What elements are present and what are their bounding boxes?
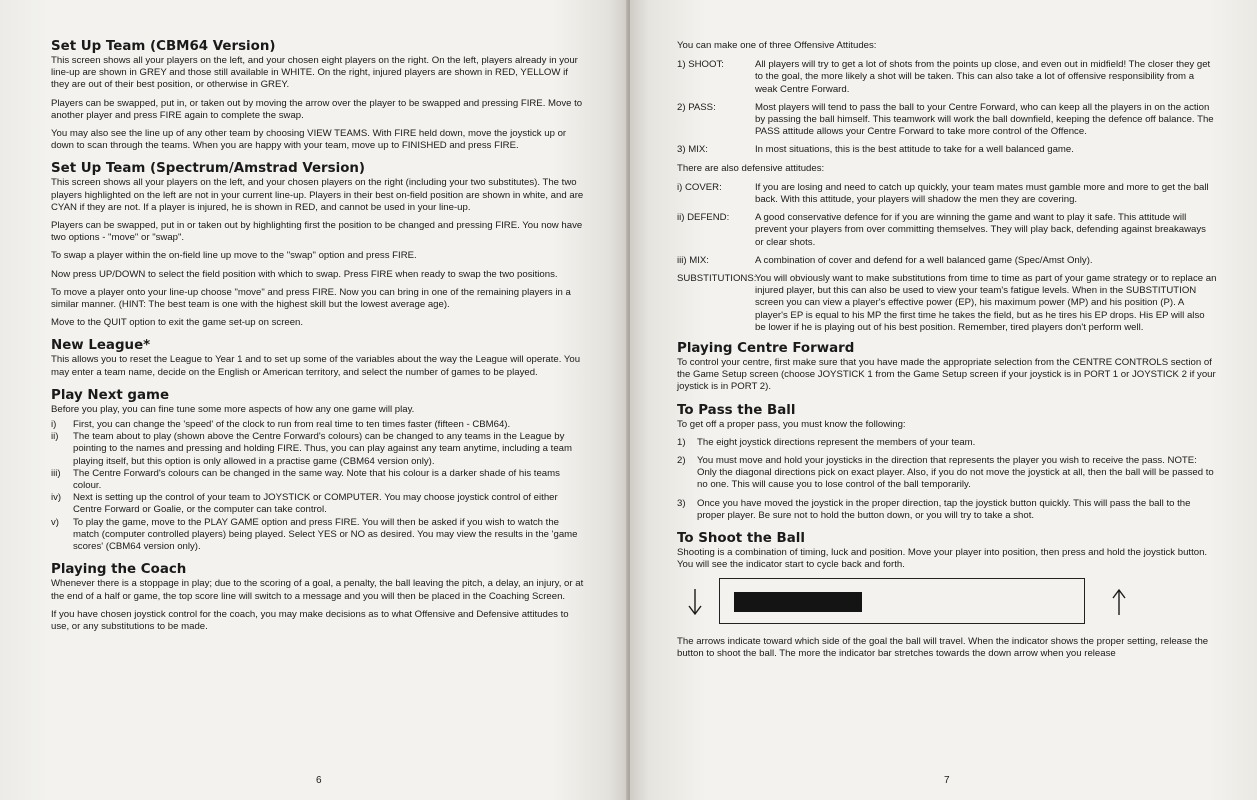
step-item	[677, 498, 1217, 522]
shot-indicator-diagram	[683, 578, 1207, 626]
page-number: 7	[944, 775, 950, 786]
attitude-term: iii) MIX:	[677, 254, 709, 266]
section-heading: Playing Centre Forward	[677, 341, 855, 357]
options-list	[51, 419, 584, 553]
attitude-description: You will obviously want to make substitutions from time to time as part of your game strategy or to replace an injured player, but this can also be used to view your team's fatigue levels. When in the SUBSTITUTION screen you can view a player's effective power (EP), his maximum power (MP) and his position (P). A player's EP is equal to his MP the first time he takes the field, but as he tires his EP drops. His EP will also be lower if he is playing out of his best position. Remember, tired players don't perform well.	[755, 273, 1217, 333]
attitude-term: 3) MIX:	[677, 144, 708, 156]
section-heading: Play Next game	[51, 387, 170, 403]
offensive-attitudes	[677, 59, 1217, 156]
step-number: 3)	[677, 497, 686, 509]
list-text: The Centre Forward's colours can be changed in the same way. Note that his colour is a darker shade of his teams colour.	[73, 467, 560, 492]
attitude-description: A combination of cover and defend for a well balanced game (Spec/Amst Only).	[755, 254, 1093, 266]
attitude-entry	[677, 59, 1217, 96]
section-setup-spectrum	[51, 160, 584, 329]
paragraph: This screen shows all your players on the left, and your chosen eight players on the right. On the left, players already in your line-up are shown in GREY and those still available in WHITE. On the right, injured players are shown in RED, YELLOW if they are out of their best position, or otherwise in GREY.	[51, 55, 578, 91]
paragraph: Now press UP/DOWN to select the field position with which to swap. Press FIRE when ready to swap the two positions.	[51, 268, 558, 280]
attitude-entry	[677, 182, 1217, 206]
section-setup-cbm64	[51, 38, 584, 152]
indicator-frame	[719, 578, 1085, 624]
section-heading: Set Up Team (CBM64 Version)	[51, 39, 276, 54]
attitude-entry	[677, 255, 1217, 267]
attitude-term: SUBSTITUTIONS:	[677, 273, 757, 285]
step-text: You must move and hold your joysticks in the direction that represents the player you wish to receive the pass. NOTE: Only the diagonal directions pick on exact player. Also, if you do not move the joystick at all, then the ball will be passed to no one. This will cause you to lose control of the ball temporarily.	[697, 455, 1214, 491]
step-item	[677, 455, 1217, 492]
arrow-down-icon	[687, 588, 703, 616]
paragraph: Whenever there is a stoppage in play; due to the scoring of a goal, a penalty, the ball leaving the pitch, a delay, an injury, or at the end of a half or game, the top score line will switch to a message and you will then be placed in the Coaching Screen.	[51, 578, 584, 602]
section-heading: To Pass the Ball	[677, 402, 796, 418]
paragraph: There are also defensive attitudes:	[677, 162, 825, 174]
step-number: 1)	[677, 436, 686, 448]
section-heading: Playing the Coach	[51, 562, 187, 578]
paragraph: Shooting is a combination of timing, luck and position. Move your player into position, then press and hold the joystick button. You will see the indicator start to cycle back and forth.	[677, 547, 1208, 571]
arrow-up-icon	[1111, 588, 1127, 616]
paragraph: Players can be swapped, put in, or taken out by moving the arrow over the player to be swapped and pressing FIRE. Move to another player and press FIRE again to complete the swap.	[51, 97, 583, 121]
section-shoot-ball	[677, 530, 1217, 660]
right-page	[630, 0, 1257, 800]
list-marker: iii)	[51, 467, 61, 479]
attitude-entry	[677, 212, 1217, 249]
section-pass-ball	[677, 402, 1217, 522]
list-item	[51, 517, 584, 554]
paragraph: You may also see the line up of any other team by choosing VIEW TEAMS. With FIRE held down, move the joystick up or down to scan through the teams. When you are happy with your team, move up to FINISHED and press FIRE.	[51, 128, 567, 152]
paragraph: Before you play, you can fine tune some more aspects of how any one game will play.	[51, 403, 415, 415]
step-item	[677, 437, 1217, 449]
list-marker: i)	[51, 419, 57, 431]
attitude-term: 2) PASS:	[677, 101, 716, 113]
paragraph: This screen shows all your players on the left, and your chosen players on the right (including your two substitutes). The two players highlighted on the left are not in your current line-up. Players in their best on-field position are shown in white, and are CYAN if they are not. If a player is injured, he is shown in RED, and cannot be used in your line-up.	[51, 177, 584, 213]
list-item	[51, 492, 584, 516]
section-centre-forward	[677, 340, 1217, 394]
list-item	[51, 431, 584, 468]
list-item	[51, 468, 584, 492]
section-heading: Set Up Team (Spectrum/Amstrad Version)	[51, 161, 366, 177]
step-text: Once you have moved the joystick in the proper direction, tap the joystick button quickly. This will pass the ball to the proper player. Be sure not to hold the button down, or you will try to take a shot.	[697, 497, 1191, 521]
paragraph: You can make one of three Offensive Attitudes:	[677, 40, 877, 51]
list-text: Next is setting up the control of your team to JOYSTICK or COMPUTER. You may choose joystick control of either Centre Forward or Goalie, or the computer can take control.	[73, 492, 558, 516]
paragraph: The arrows indicate toward which side of the goal the ball will travel. When the indicator shows the proper setting, release the button to shoot the ball. The more the indicator bar stretches towards the down arrow when you release	[677, 635, 1209, 659]
attitude-entry	[677, 144, 1217, 156]
step-number: 2)	[677, 455, 686, 467]
list-marker: ii)	[51, 431, 59, 443]
attitude-description: If you are losing and need to catch up quickly, your team mates must gamble more and more to get the ball back. With this attitude, your players will shadow the men they are covering.	[755, 181, 1209, 206]
paragraph: Players can be swapped, put in or taken out by highlighting first the position to be changed and pressing FIRE. You now have two options - "move" or "swap".	[51, 220, 583, 244]
attitude-description: Most players will tend to pass the ball to your Centre Forward, who can keep all the players in on the action by passing the ball himself. This teamwork will work the ball downfield, keeping the defence off balance. The PASS attitude allows your Centre Forward to take more control of the Offence.	[755, 101, 1214, 138]
section-heading: To Shoot the Ball	[677, 531, 805, 547]
indicator-bar	[734, 592, 862, 612]
list-marker: iv)	[51, 492, 62, 504]
attitude-description: In most situations, this is the best attitude to take for a well balanced game.	[755, 144, 1074, 156]
attitude-entry	[677, 102, 1217, 139]
list-marker: v)	[51, 516, 59, 528]
section-play-next-game	[51, 387, 584, 553]
defensive-attitudes	[677, 182, 1217, 334]
paragraph: This allows you to reset the League to Year 1 and to set up some of the variables about the way the League will operate. You may enter a team name, decide on the English or American territory, and select the number of games to be played.	[51, 354, 581, 378]
list-item	[51, 419, 584, 431]
page-number: 6	[316, 775, 322, 786]
list-text: First, you can change the 'speed' of the clock to run from real time to ten times faster (fifteen - CBM64).	[73, 419, 511, 431]
attitude-description: All players will try to get a lot of shots from the points up close, and even out in midfield! The closer they get to the goal, the more likely a shot will be taken. This can also take a lot of offensive responsibility from a weak Centre Forward.	[755, 59, 1211, 95]
paragraph: To swap a player within the on-field line up move to the "swap" option and press FIRE.	[51, 250, 417, 262]
list-text: The team about to play (shown above the Centre Forward's colours) can be changed to any teams in the League by pointing to the names and pressing and holding FIRE. Thus, you can play against any team anytime, including a team playing itself, but this option is only allowed in a practise game (CBM64 version only).	[73, 431, 572, 467]
section-heading: New League*	[51, 338, 151, 354]
section-new-league	[51, 337, 584, 378]
attitude-entry	[677, 273, 1217, 334]
paragraph: To move a player onto your line-up choose "move" and press FIRE. Now you can bring in one of the remaining players in a similar manner. (HINT: The best team is one with the highest skill but the lowest average age).	[51, 286, 571, 311]
left-page	[0, 0, 628, 800]
paragraph: To control your centre, first make sure that you have made the appropriate selection from the CENTRE CONTROLS section of the Game Setup screen (choose JOYSTICK 1 from the Game Setup screen if your joystick is in PORT 1 or JOYSTICK 2 if your joystick is in PORT 2).	[677, 357, 1216, 393]
step-text: The eight joystick directions represent the members of your team.	[697, 436, 976, 448]
attitude-term: i) COVER:	[677, 181, 722, 193]
paragraph: To get off a proper pass, you must know the following:	[677, 418, 906, 430]
paragraph: If you have chosen joystick control for the coach, you may make decisions as to what Offensive and Defensive attitudes to use, or any substitutions to be made.	[51, 608, 569, 632]
attitude-term: 1) SHOOT:	[677, 59, 724, 71]
list-text: To play the game, move to the PLAY GAME option and press FIRE. You will then be asked if you wish to watch the match (computer controlled players) being played. Select YES or NO as desired. You may view the results in the 'game scores' (CBM64 version only).	[73, 516, 578, 553]
section-playing-coach	[51, 561, 584, 633]
attitude-term: ii) DEFEND:	[677, 212, 730, 224]
pass-steps	[677, 437, 1217, 522]
attitude-description: A good conservative defence for if you are winning the game and want to play it safe. This attitude will prevent your players from over committing themselves. They will play back, defending against breakaways or clear shots.	[755, 212, 1206, 248]
paragraph: Move to the QUIT option to exit the game set-up on screen.	[51, 317, 304, 329]
